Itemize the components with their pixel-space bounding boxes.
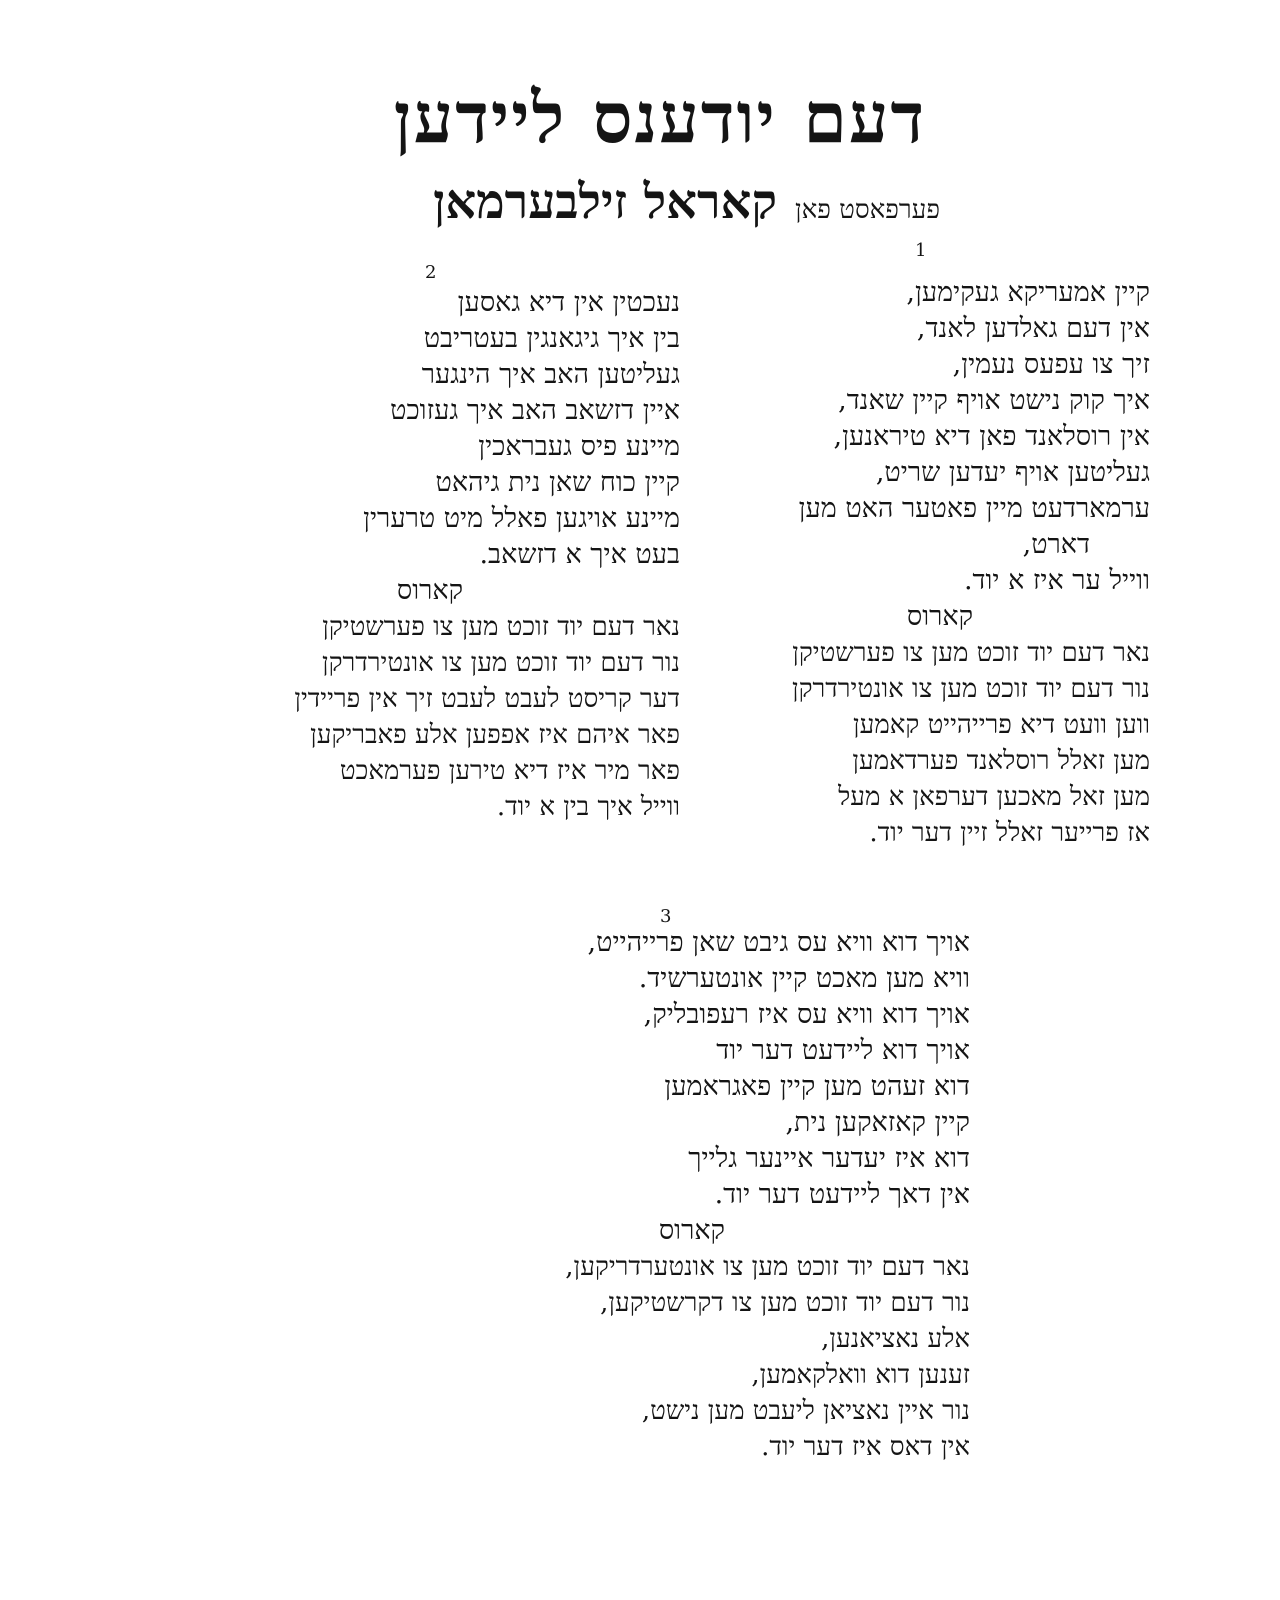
verse-line: בעט איך א דזשאב. bbox=[479, 539, 680, 570]
verse-line: וויא מען מאכט קיין אונטערשיד. bbox=[638, 963, 970, 994]
chorus-label: קארוס bbox=[396, 575, 464, 606]
author-name: קאראל זילבערמאן bbox=[433, 174, 778, 230]
page-title: דעם יודענס ליידען bbox=[393, 76, 927, 159]
chorus-line: ווייל איך בין א יוד. bbox=[496, 792, 680, 822]
chorus-label: קארוס bbox=[906, 601, 974, 632]
stanza-number-1: 1 bbox=[915, 240, 927, 261]
verse-line: געליטען אויף יעדען שריט, bbox=[875, 457, 1150, 488]
verse-line: אין רוסלאנד פאן דיא טיראנען, bbox=[833, 421, 1150, 452]
verse-line: ערמארדעט מיין פאטער האט מען bbox=[798, 493, 1150, 524]
verse-line: געליטען האב איך הינגער bbox=[421, 359, 680, 390]
stanza-1 bbox=[730, 275, 1150, 851]
verse-line: אויך דוא ליידעט דער יוד bbox=[716, 1035, 970, 1066]
verse-line: מיינע אויגען פאלל מיט טרערין bbox=[363, 503, 680, 534]
chorus-line: דער קריסט לעבט לעבט זיך אין פריידין bbox=[294, 684, 680, 714]
chorus-line: פאר מיר איז דיא טירען פערמאכט bbox=[339, 756, 680, 786]
chorus-line: פאר איהם איז אפפען אלע פאבריקען bbox=[310, 720, 680, 750]
verse-line: אויך דוא וויא עס איז רעפובליק, bbox=[643, 999, 970, 1030]
verse-line: נעכטין אין דיא גאסען bbox=[457, 287, 680, 318]
chorus-line: אז פרייער זאלל זיין דער יוד. bbox=[869, 818, 1150, 848]
verse-line: דוא איז יעדער איינער גלייך bbox=[688, 1143, 970, 1174]
verse-line: אויך דוא וויא עס גיבט שאן פרייהייט, bbox=[587, 927, 970, 958]
chorus-line: אין דאס איז דער יוד. bbox=[761, 1432, 970, 1462]
verse-line: אין דאך ליידעט דער יוד. bbox=[714, 1179, 970, 1210]
verse-line: בין איך גיגאנגין בעטריבט bbox=[423, 323, 680, 354]
chorus-line: זענען דוא וואלקאמען, bbox=[751, 1360, 970, 1390]
chorus-label: קארוס bbox=[658, 1215, 725, 1246]
byline bbox=[380, 174, 940, 230]
verse-line: איך קוק נישט אויף קיין שאנד, bbox=[838, 385, 1150, 416]
chorus-line: ווען וועט דיא פרייהייט קאמען bbox=[853, 710, 1150, 740]
verse-line: מיינע פיס געבראכין bbox=[478, 431, 680, 462]
chorus-line: נור דעם יוד זוכט מען צו אונטירדרקן bbox=[321, 648, 680, 678]
chorus-line: נאר דעם יוד זוכט מען צו פערשטיקן bbox=[322, 612, 680, 642]
verse-line: קיין קאזאקען נית, bbox=[785, 1107, 970, 1138]
chorus-line: מען זאל מאכען דערפאן א מעל bbox=[838, 782, 1150, 812]
verse-line: קיין כוח שאן נית גיהאט bbox=[435, 467, 680, 498]
verse-line: איין דזשאב האב איך געזוכט bbox=[390, 395, 680, 426]
chorus-line: נור איין נאציאן ליעבט מען נישט, bbox=[641, 1396, 970, 1426]
verse-line: ווייל ער איז א יוד. bbox=[963, 565, 1150, 596]
chorus-line: מען זאלל רוסלאנד פערדאמען bbox=[852, 746, 1150, 776]
stanza-number-2: 2 bbox=[425, 262, 437, 283]
chorus-line: נור דעם יוד זוכט מען צו דקרשטיקען, bbox=[600, 1288, 970, 1318]
verse-line: אין דעם גאלדען לאנד, bbox=[916, 313, 1150, 344]
verse-line: דארט, bbox=[1022, 529, 1090, 560]
verse-line: זיך צו עפעס נעמין, bbox=[952, 349, 1150, 380]
stanza-2 bbox=[180, 285, 680, 825]
stanza-3 bbox=[390, 925, 970, 1465]
chorus-line: נאר דעם יוד זוכט מען צו אונטערדריקען, bbox=[565, 1252, 970, 1282]
chorus-line: נאר דעם יוד זוכט מען צו פערשטיקן bbox=[792, 638, 1150, 668]
verse-line: קיין אמעריקא געקימען, bbox=[906, 277, 1150, 308]
stanza-number-3: 3 bbox=[660, 906, 672, 927]
byline-prefix: פערפאסט פאן bbox=[795, 195, 940, 225]
chorus-line: אלע נאציאנען, bbox=[821, 1324, 970, 1354]
chorus-line: נור דעם יוד זוכט מען צו אונטירדרקן bbox=[791, 674, 1150, 704]
verse-line: דוא זעהט מען קיין פאגראמען bbox=[664, 1071, 970, 1102]
